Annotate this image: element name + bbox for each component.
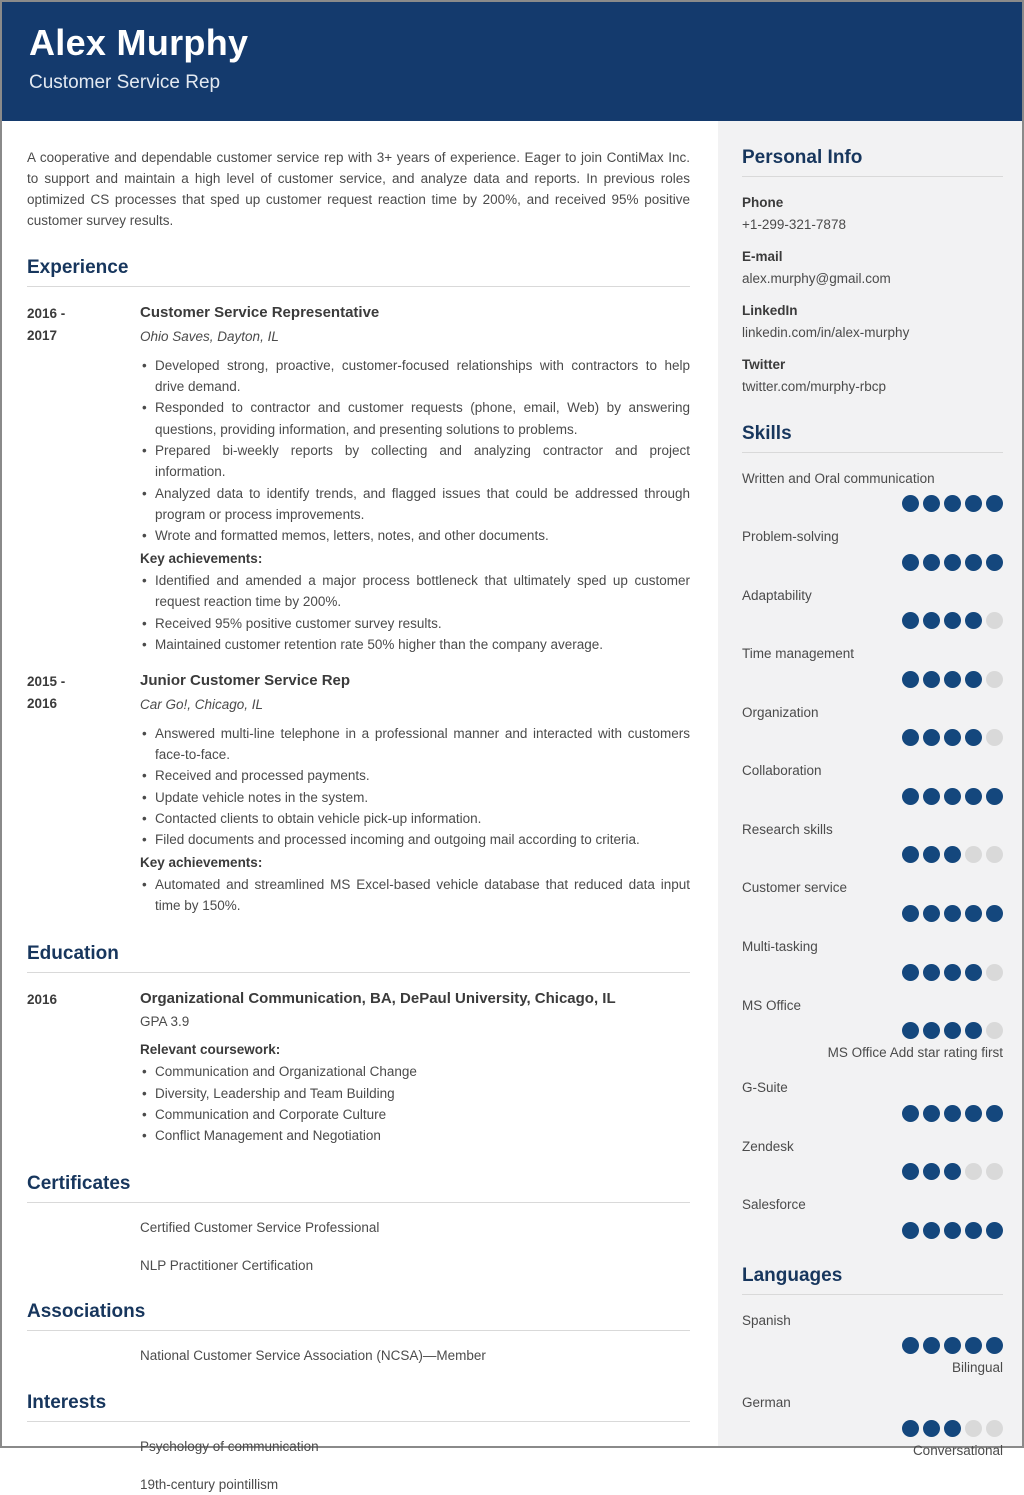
rating-dot-filled xyxy=(944,671,961,688)
personal-info-list xyxy=(742,193,1003,397)
entry-body xyxy=(140,303,690,655)
coursework-item: • Communication and Corporate Culture xyxy=(140,1104,690,1125)
rating-dot-empty xyxy=(986,612,1003,629)
rating-dot-empty xyxy=(986,1420,1003,1437)
languages-list xyxy=(742,1311,1003,1461)
rating-dot-filled xyxy=(944,905,961,922)
experience-entry xyxy=(27,671,690,916)
rating-dots xyxy=(742,1105,1003,1122)
rated-item-name: Research skills xyxy=(742,821,833,837)
language-item xyxy=(742,1393,1003,1460)
interests-list xyxy=(27,1438,690,1495)
rating-dot-filled xyxy=(923,1163,940,1180)
candidate-name: Alex Murphy xyxy=(29,22,249,63)
bullet-item: • Prepared bi-weekly reports by collecting and analyzing contractor and project information. xyxy=(140,440,690,483)
key-achievements-label: Key achievements: xyxy=(140,550,263,566)
rating-dots xyxy=(742,846,1003,863)
rated-item-name: Spanish xyxy=(742,1312,791,1328)
rating-dot-filled xyxy=(902,1105,919,1122)
entry-date-start: 2016 - xyxy=(27,306,66,322)
rating-dots xyxy=(742,1163,1003,1180)
rating-dot-filled xyxy=(944,1222,961,1239)
entry-dates xyxy=(27,303,140,655)
entry-date: 2016 xyxy=(27,991,58,1007)
resume-header xyxy=(2,2,1022,121)
rating-dot-empty xyxy=(965,1420,982,1437)
rating-dot-empty xyxy=(986,1163,1003,1180)
rating-dot-filled xyxy=(923,1022,940,1039)
rating-dot-filled xyxy=(986,554,1003,571)
rating-dot-filled xyxy=(902,554,919,571)
rated-item-name: Zendesk xyxy=(742,1138,794,1154)
skill-item xyxy=(742,878,1003,922)
skill-item xyxy=(742,527,1003,571)
rating-dot-filled xyxy=(944,1022,961,1039)
rating-dot-filled xyxy=(944,846,961,863)
skill-item xyxy=(742,761,1003,805)
rated-item-name: Multi-tasking xyxy=(742,939,818,954)
info-label: Phone xyxy=(742,195,784,210)
rating-dot-filled xyxy=(944,788,961,805)
skills-list xyxy=(742,469,1003,1239)
candidate-job-title: Customer Service Rep xyxy=(29,71,221,93)
rating-dot-filled xyxy=(923,671,940,688)
rated-item-name: Organization xyxy=(742,704,819,720)
rating-dot-filled xyxy=(923,964,940,981)
key-achievements-label: Key achievements: xyxy=(140,854,263,870)
rating-dot-filled xyxy=(965,788,982,805)
skills-heading: Skills xyxy=(742,423,1003,453)
skill-item xyxy=(742,586,1003,630)
rated-item-name: Adaptability xyxy=(742,587,812,603)
education-entries xyxy=(27,989,690,1147)
entry-dates xyxy=(27,989,140,1147)
rating-dot-filled xyxy=(944,1337,961,1354)
coursework-item: • Diversity, Leadership and Team Building xyxy=(140,1083,690,1104)
rating-dot-filled xyxy=(902,1222,919,1239)
rating-dot-filled xyxy=(902,1337,919,1354)
sidebar xyxy=(718,121,1022,1458)
rated-item-name: Collaboration xyxy=(742,763,822,779)
rating-dot-filled xyxy=(902,846,919,863)
bullet-item: • Received and processed payments. xyxy=(140,765,690,786)
bullet-item: • Update vehicle notes in the system. xyxy=(140,787,690,808)
entry-date-start: 2015 - xyxy=(27,674,66,690)
interests-heading: Interests xyxy=(27,1392,690,1422)
skill-item xyxy=(742,469,1003,513)
languages-heading: Languages xyxy=(742,1265,1003,1295)
summary-paragraph: A cooperative and dependable customer service rep with 3+ years of experience. Eager to join ContiMax Inc. to support and maintain a high level of customer service, and analyze data and reports. In previous roles optimized CS processes that sped up customer request reaction time by 200%, and received 95% positive customer survey results. xyxy=(27,150,690,229)
rating-dot-empty xyxy=(965,1163,982,1180)
rating-dot-filled xyxy=(986,788,1003,805)
rating-dot-filled xyxy=(965,1022,982,1039)
rating-dot-filled xyxy=(965,495,982,512)
associations-list xyxy=(27,1347,690,1366)
rating-dots xyxy=(742,554,1003,571)
certificates-heading: Certificates xyxy=(27,1173,690,1203)
rating-dot-filled xyxy=(902,1420,919,1437)
rating-dot-filled xyxy=(986,905,1003,922)
info-label: Twitter xyxy=(742,357,786,373)
coursework-item: • Conflict Management and Negotiation xyxy=(140,1125,690,1146)
rating-dot-empty xyxy=(986,846,1003,863)
info-label: LinkedIn xyxy=(742,303,798,319)
achievement-item: • Identified and amended a major process bottleneck that ultimately sped up customer request reaction time by 200%. xyxy=(140,570,690,613)
rating-dot-empty xyxy=(986,964,1003,981)
rating-dot-filled xyxy=(902,729,919,746)
rating-dots xyxy=(742,1222,1003,1239)
achievement-item: • Maintained customer retention rate 50% higher than the company average. xyxy=(140,634,690,655)
rating-dot-filled xyxy=(944,554,961,571)
skill-item xyxy=(742,1195,1003,1239)
rating-dot-filled xyxy=(902,671,919,688)
main-column xyxy=(2,121,718,1493)
rating-dot-filled xyxy=(902,905,919,922)
rating-dot-filled xyxy=(944,1420,961,1437)
rating-dots xyxy=(742,964,1003,981)
rating-dot-filled xyxy=(944,1105,961,1122)
resume-body xyxy=(2,121,1022,1493)
rating-dots xyxy=(742,1337,1003,1354)
rating-dot-filled xyxy=(923,905,940,922)
rating-dot-filled xyxy=(902,788,919,805)
interest-item: 19th-century pointillism xyxy=(140,1477,279,1493)
coursework-item: • Communication and Organizational Change xyxy=(140,1061,690,1082)
education-heading: Education xyxy=(27,943,690,973)
entry-company: Ohio Saves, Dayton, IL xyxy=(140,328,279,344)
rating-dot-filled xyxy=(944,1163,961,1180)
rating-dots xyxy=(742,1022,1003,1039)
bullet-item: • Responded to contractor and customer requests (phone, email, Web) by answering questions, providing information, and presenting solutions to problems. xyxy=(140,397,690,440)
rating-dot-filled xyxy=(965,1222,982,1239)
info-value: twitter.com/murphy-rbcp xyxy=(742,378,887,394)
skill-item xyxy=(742,820,1003,864)
entry-body xyxy=(140,671,690,916)
rated-item-name: G-Suite xyxy=(742,1080,788,1096)
certificate-item: NLP Practitioner Certification xyxy=(140,1257,314,1273)
rating-dot-filled xyxy=(965,1105,982,1122)
bullet-item: • Contacted clients to obtain vehicle pick-up information. xyxy=(140,808,690,829)
rating-dot-filled xyxy=(902,612,919,629)
rating-dots xyxy=(742,671,1003,688)
rating-dot-filled xyxy=(986,1105,1003,1122)
bullet-item: • Wrote and formatted memos, letters, notes, and other documents. xyxy=(140,525,690,546)
rating-dot-filled xyxy=(965,612,982,629)
rating-dot-filled xyxy=(902,964,919,981)
skill-item xyxy=(742,996,1003,1063)
rating-dot-filled xyxy=(923,1222,940,1239)
rating-dot-filled xyxy=(902,495,919,512)
info-value: +1-299-321-7878 xyxy=(742,216,846,232)
rating-dots xyxy=(742,495,1003,512)
education-entry xyxy=(27,989,690,1147)
rating-dots xyxy=(742,729,1003,746)
gpa-text: GPA 3.9 xyxy=(140,1014,190,1030)
rating-dots xyxy=(742,905,1003,922)
rating-dot-filled xyxy=(923,729,940,746)
rating-dots xyxy=(742,788,1003,805)
skill-item xyxy=(742,1137,1003,1181)
interest-item: Psychology of communication xyxy=(140,1439,319,1455)
rating-dot-filled xyxy=(902,1163,919,1180)
achievement-item: • Received 95% positive customer survey results. xyxy=(140,613,690,634)
rating-dots xyxy=(742,612,1003,629)
rating-dot-filled xyxy=(965,964,982,981)
rated-item-name: German xyxy=(742,1395,791,1411)
info-value: alex.murphy@gmail.com xyxy=(742,270,891,286)
entry-title: Junior Customer Service Rep xyxy=(140,672,351,690)
rating-dot-filled xyxy=(944,612,961,629)
rating-dot-filled xyxy=(965,554,982,571)
rating-dot-filled xyxy=(986,1222,1003,1239)
rating-dot-filled xyxy=(965,905,982,922)
personal-info-heading: Personal Info xyxy=(742,147,1003,177)
rated-item-name: Time management xyxy=(742,646,855,662)
experience-entries xyxy=(27,303,690,916)
rating-dot-filled xyxy=(986,1337,1003,1354)
coursework-label: Relevant coursework: xyxy=(140,1042,281,1057)
rating-dot-filled xyxy=(944,964,961,981)
rating-note: MS Office Add star rating first xyxy=(827,1045,1003,1061)
rating-dot-filled xyxy=(944,495,961,512)
experience-heading: Experience xyxy=(27,257,690,287)
rating-dot-filled xyxy=(923,1337,940,1354)
rating-note: Conversational xyxy=(912,1442,1003,1458)
experience-entry xyxy=(27,303,690,655)
rating-dot-filled xyxy=(923,495,940,512)
language-item xyxy=(742,1311,1003,1378)
entry-date-end: 2017 xyxy=(27,328,58,344)
entry-date-end: 2016 xyxy=(27,696,58,712)
skill-item xyxy=(742,1078,1003,1122)
achievement-item: • Automated and streamlined MS Excel-based vehicle database that reduced data input time by 150%. xyxy=(140,874,690,917)
rating-dot-empty xyxy=(965,846,982,863)
rating-dot-filled xyxy=(965,729,982,746)
rating-dot-empty xyxy=(986,729,1003,746)
bullet-item: • Developed strong, proactive, customer-focused relationships with contractors to help drive demand. xyxy=(140,355,690,398)
rated-item-name: Salesforce xyxy=(742,1197,806,1213)
rating-dot-filled xyxy=(923,788,940,805)
rating-dot-empty xyxy=(986,671,1003,688)
rating-dot-filled xyxy=(923,846,940,863)
certificate-item: Certified Customer Service Professional xyxy=(140,1219,380,1235)
rating-dot-filled xyxy=(923,554,940,571)
rated-item-name: MS Office xyxy=(742,997,802,1013)
rating-dot-filled xyxy=(923,1105,940,1122)
certificates-list xyxy=(27,1219,690,1276)
association-item: National Customer Service Association (NCSA)—Member xyxy=(140,1348,486,1364)
rating-dot-filled xyxy=(923,612,940,629)
skill-item xyxy=(742,937,1003,981)
rated-item-name: Customer service xyxy=(742,880,848,896)
rating-note: Bilingual xyxy=(951,1360,1003,1376)
rating-dot-filled xyxy=(986,495,1003,512)
info-value: linkedin.com/in/alex-murphy xyxy=(742,324,910,340)
rating-dot-filled xyxy=(965,671,982,688)
info-label: E-mail xyxy=(742,249,783,265)
bullet-item: • Filed documents and processed incoming and outgoing mail according to criteria. xyxy=(140,829,690,850)
rating-dot-filled xyxy=(965,1337,982,1354)
skill-item xyxy=(742,644,1003,688)
rating-dot-filled xyxy=(923,1420,940,1437)
rating-dot-filled xyxy=(902,1022,919,1039)
entry-company: Car Go!, Chicago, IL xyxy=(140,696,264,712)
skill-item xyxy=(742,703,1003,747)
rated-item-name: Problem-solving xyxy=(742,529,839,545)
bullet-item: • Analyzed data to identify trends, and flagged issues that could be addressed through program or process improvements. xyxy=(140,483,690,526)
rating-dots xyxy=(742,1420,1003,1437)
rated-item-name: Written and Oral communication xyxy=(742,470,935,486)
rating-dot-filled xyxy=(944,729,961,746)
entry-title: Customer Service Representative xyxy=(140,304,380,322)
bullet-item: • Answered multi-line telephone in a professional manner and interacted with customers face-to-face. xyxy=(140,723,690,766)
degree-title: Organizational Communication, BA, DePaul University, Chicago, IL xyxy=(140,989,616,1007)
rating-dot-empty xyxy=(986,1022,1003,1039)
associations-heading: Associations xyxy=(27,1301,690,1331)
entry-dates xyxy=(27,671,140,916)
entry-body xyxy=(140,989,690,1147)
